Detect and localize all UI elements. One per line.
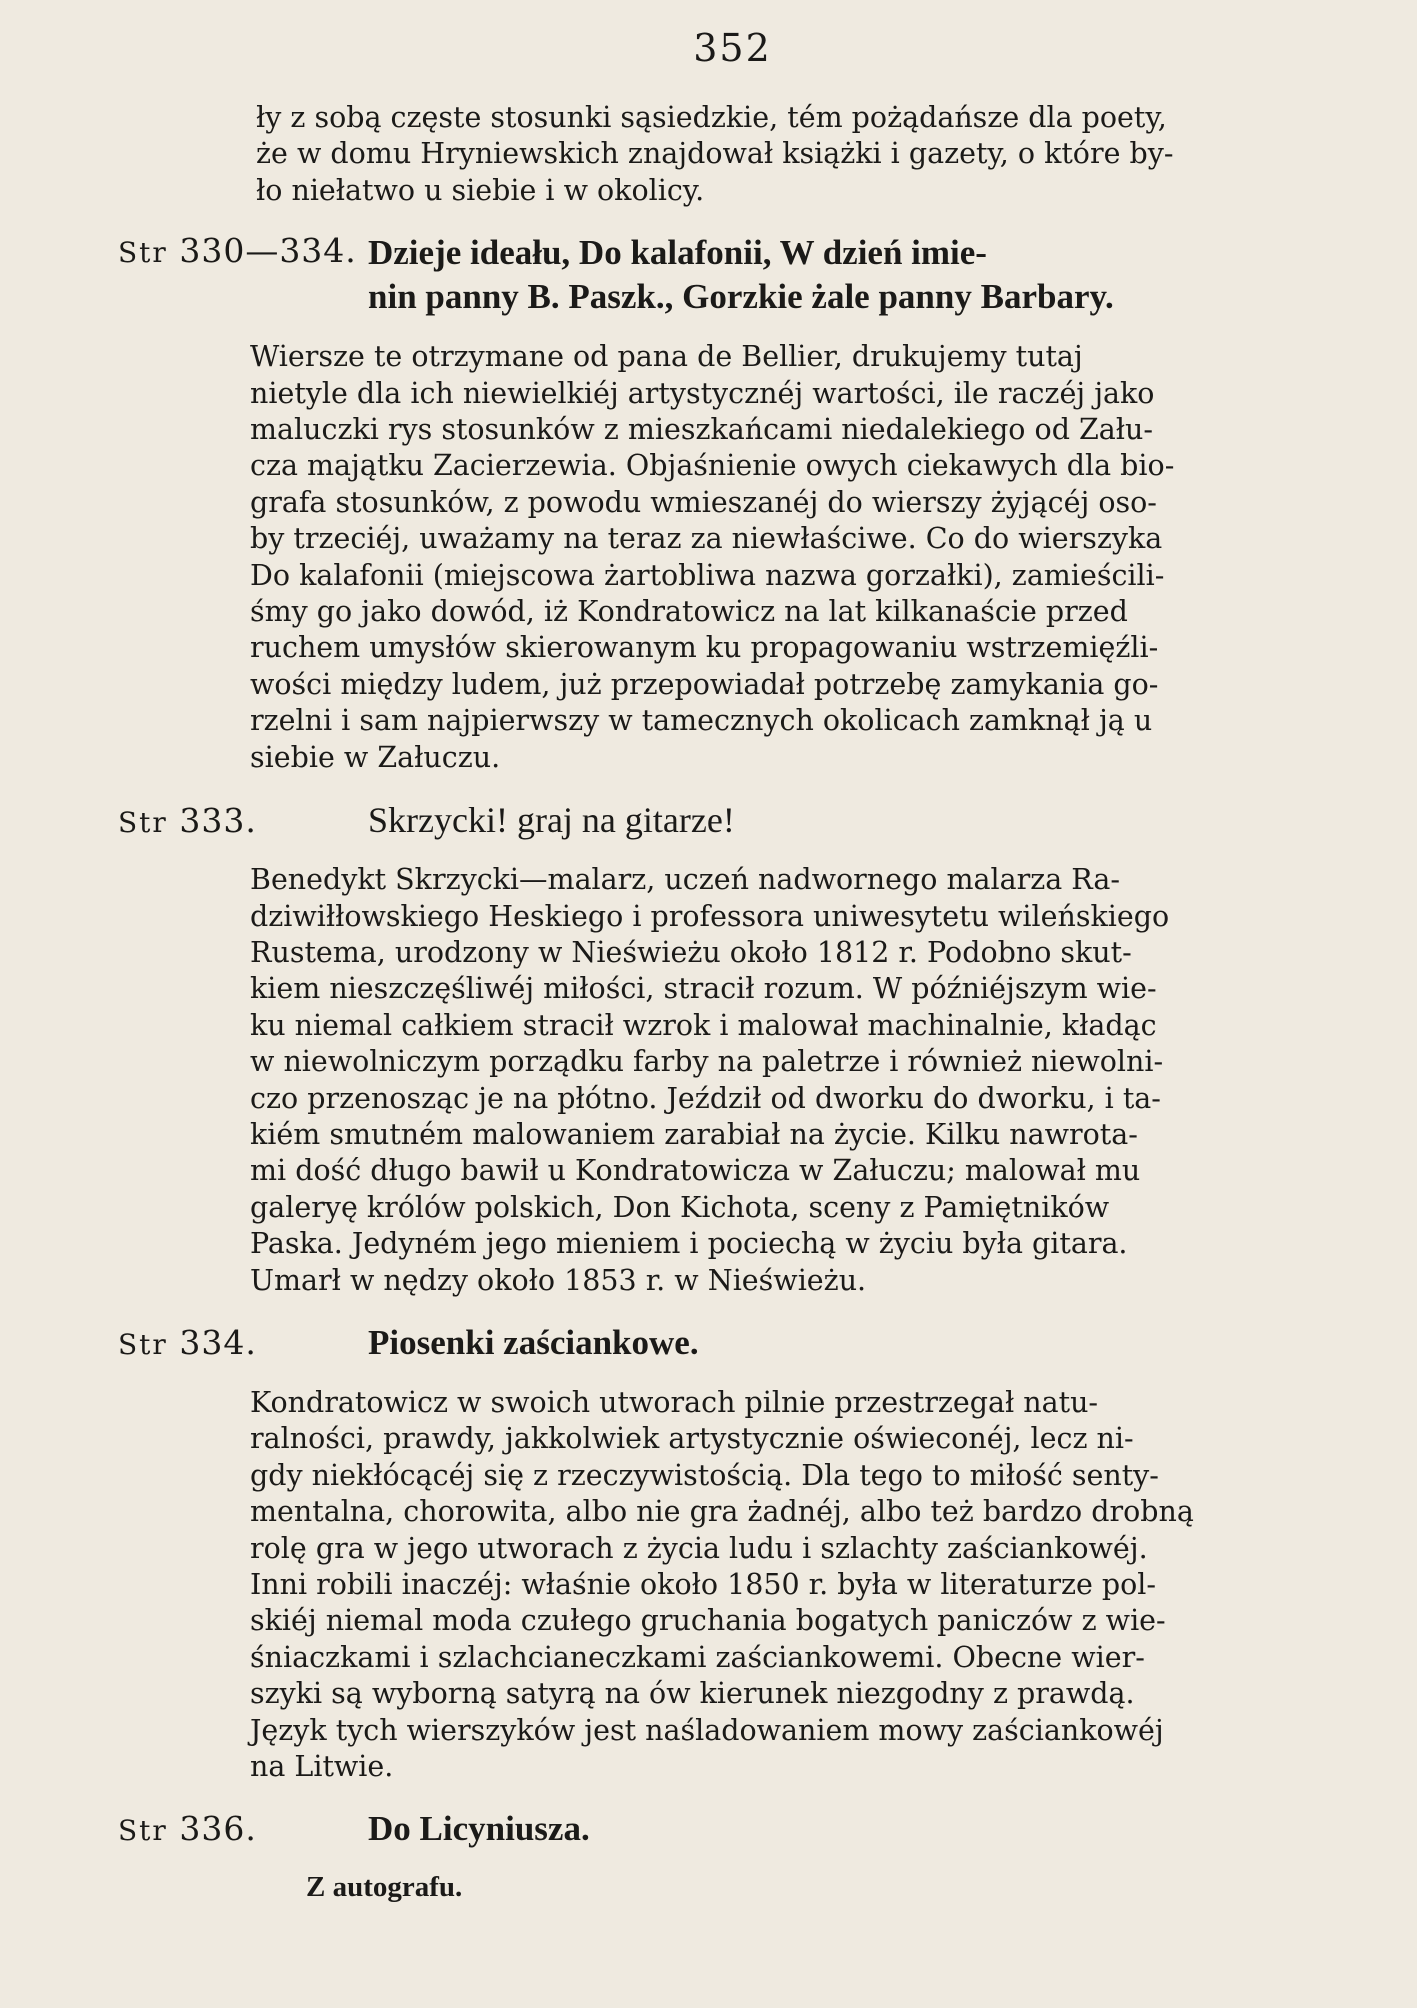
- text-line: kiém smutném malowaniem zarabiał na życie. Kilku nawrota-: [250, 1117, 1138, 1151]
- text-line: rzelni i sam najpierwszy w tamecznych okolicach zamknął ją u: [250, 704, 1153, 738]
- text-line: mi dość długo bawił u Kondratowicza w Załuczu; malował mu: [250, 1154, 1141, 1188]
- section-title: [368, 231, 1114, 319]
- text-line: Wiersze te otrzymane od pana de Bellier, drukujemy tutaj: [250, 340, 1083, 374]
- text-line: gdy niekłócącéj się z rzeczywistością. Dla tego to miłość senty-: [250, 1458, 1159, 1492]
- text-line: galeryę królów polskich, Don Kichota, sceny z Pamiętników: [250, 1190, 1110, 1224]
- title-line: Dzieje ideału, Do kalafonii, W dzień imie-: [368, 233, 987, 273]
- section-title: [368, 1807, 590, 1851]
- title-line: Do Licyniusza.: [368, 1809, 590, 1849]
- section-reference: [118, 801, 368, 840]
- section-ref-label: Str: [118, 1814, 168, 1848]
- text-line: Do kalafonii (miejscowa żartobliwa nazwa gorzałki), zamieścili-: [250, 558, 1165, 592]
- text-line: ralności, prawdy, jakkolwiek artystycznie oświeconéj, lecz ni-: [250, 1422, 1134, 1456]
- text-line: Kondratowicz w swoich utworach pilnie przestrzegał natu-: [250, 1385, 1099, 1419]
- text-line: Benedykt Skrzycki—malarz, uczeń nadwornego malarza Ra-: [250, 863, 1121, 897]
- title-line: Skrzycki! graj na gitarze!: [368, 800, 735, 841]
- section-reference: [118, 1323, 368, 1362]
- text-line: maluczki rys stosunków z mieszkańcami niedalekiego od Zału-: [250, 413, 1154, 447]
- section-ref-pages: 333.: [179, 801, 257, 841]
- text-line: kiem nieszczęśliwéj miłości, stracił rozum. W późniéjszym wie-: [250, 972, 1157, 1006]
- text-line: cza majątku Zacierzewia. Objaśnienie owych ciekawych dla bio-: [250, 449, 1175, 483]
- intro-paragraph: [118, 100, 1347, 209]
- section-heading: [118, 1807, 1347, 1851]
- text-line: Paska. Jedyném jego mieniem i pociechą w życiu była gitara.: [250, 1227, 1128, 1261]
- text-line: dziwiłłowskiego Heskiego i professora uniwesytetu wileńskiego: [250, 899, 1170, 933]
- section-ref-pages: 330—334.: [179, 231, 357, 271]
- text-line: Język tych wierszyków jest naśladowaniem mowy zaściankowéj: [250, 1713, 1164, 1747]
- page-number: 352: [693, 26, 772, 70]
- title-line: nin panny B. Paszk., Gorzkie żale panny Barbary.: [368, 277, 1114, 317]
- section-body: [118, 1385, 1347, 1785]
- section-reference: [118, 1809, 368, 1848]
- text-line: ruchem umysłów skierowanym ku propagowaniu wstrzemięźli-: [250, 631, 1159, 665]
- section-heading: [118, 798, 1347, 842]
- section-ref-label: Str: [118, 806, 168, 840]
- text-line: grafa stosunków, z powodu wmieszanéj do wierszy żyjącéj oso-: [250, 485, 1157, 519]
- title-line: Piosenki zaściankowe.: [368, 1322, 699, 1362]
- text-line: śniaczkami i szlachcianeczkami zaściankowemi. Obecne wier-: [250, 1640, 1145, 1674]
- text-line: Rustema, urodzony w Nieświeżu około 1812 r. Podobno skut-: [250, 935, 1132, 969]
- text-line: nietyle dla ich niewielkiéj artystycznéj wartości, ile raczéj jako: [250, 376, 1155, 410]
- text-line: by trzeciéj, uważamy na teraz za niewłaściwe. Co do wierszyka: [250, 522, 1163, 556]
- text-line: ku niemal całkiem stracił wzrok i malował machinalnie, kładąc: [250, 1008, 1157, 1042]
- text-line: czo przenosząc je na płótno. Jeździł od dworku do dworku, i ta-: [250, 1081, 1161, 1115]
- text-line: śmy go jako dowód, iż Kondratowicz na lat kilkanaście przed: [250, 595, 1128, 629]
- section-heading: [118, 1321, 1347, 1365]
- section-ref-label: Str: [118, 1327, 168, 1361]
- text-line: ło niełatwo u siebie i w okolicy.: [256, 173, 705, 207]
- text-line: mentalna, chorowita, albo nie gra żadnéj, albo też bardzo drobną: [250, 1495, 1194, 1529]
- text-line: Umarł w nędzy około 1853 r. w Nieświeżu.: [250, 1263, 867, 1297]
- text-line: rolę gra w jego utworach z życia ludu i szlachty zaściankowéj.: [250, 1531, 1148, 1565]
- section-title: [368, 1321, 699, 1365]
- text-line: skiéj niemal moda czułego gruchania bogatych paniczów z wie-: [250, 1604, 1166, 1638]
- section-reference: [118, 231, 368, 270]
- text-line: ły z sobą częste stosunki sąsiedzkie, tém pożądańsze dla poety,: [256, 101, 1167, 134]
- section-body: [118, 862, 1347, 1299]
- text-line: w niewolniczym porządku farby na paletrze i również niewolni-: [250, 1045, 1164, 1079]
- text-line: wości między ludem, już przepowiadał potrzebę zamykania go-: [250, 667, 1159, 701]
- section-ref-label: Str: [118, 236, 168, 270]
- text-line: Inni robili inaczéj: właśnie około 1850 r. była w literaturze pol-: [250, 1568, 1157, 1601]
- closing-note: Z autografu.: [306, 1871, 463, 1904]
- text-line: że w domu Hryniewskich znajdował książki i gazety, o które by-: [256, 137, 1174, 171]
- text-line: szyki są wyborną satyrą na ów kierunek niezgodny z prawdą.: [250, 1677, 1135, 1711]
- section-title: [368, 798, 735, 842]
- section-ref-pages: 336.: [179, 1809, 257, 1849]
- text-line: na Litwie.: [250, 1750, 394, 1784]
- section-ref-pages: 334.: [179, 1322, 257, 1362]
- section-body: [118, 339, 1347, 776]
- text-line: siebie w Załuczu.: [250, 740, 501, 774]
- section-heading: [118, 231, 1347, 319]
